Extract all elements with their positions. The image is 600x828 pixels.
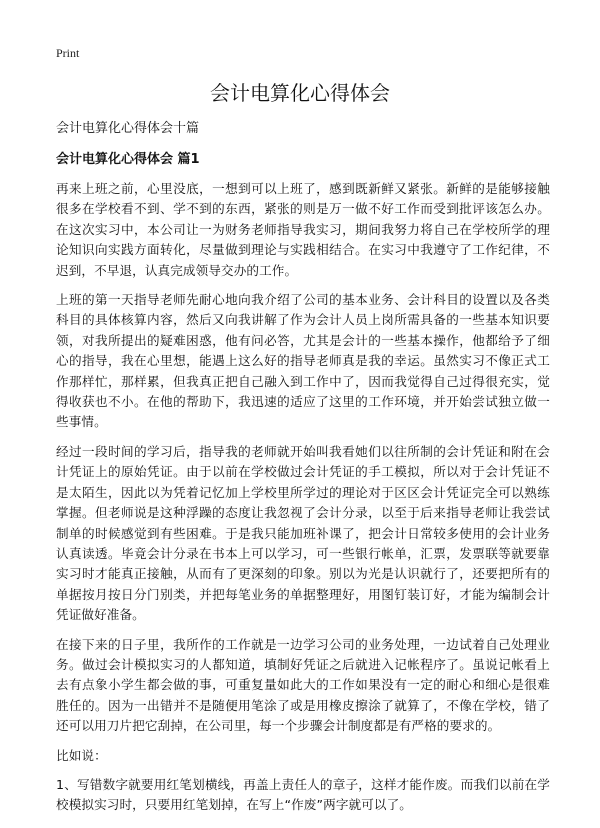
paragraph: 经过一段时间的学习后，指导我的老师就开始叫我看她们以往所制的会计凭证和附在会计凭证上的原始凭证。由于以前在学校做过会计凭证的手工模拟，所以对于会计凭证不是太陌生，因此以为凭着记忆加上学校里所学过的理论对于区区会计凭证完全可以熟练掌握。但老师说是这种浮躁的态度让我忽视了会计分录，以至于后来指导老师让我尝试制单的时候感觉到有些困难。于是我只能加班补课了，把会计日常较多使用的会计业务认真读透。毕竟会计分录在书本上可以学习，可一些银行帐单，汇票，发票联等就要靠实习时才能真正接触，从而有了更深刻的印象。别以为光是认识就行了，还要把所有的单据按月按日分门别类，并把每笔业务的单据整理好，用图钉装订好，才能为编制会计凭证做好准备。 [56,443,550,623]
document-subtitle: 会计电算化心得体会十篇 [56,121,200,136]
article-body [56,179,550,825]
section-heading: 会计电算化心得体会 篇1 [56,152,200,167]
paragraph: 在接下来的日子里，我所作的工作就是一边学习公司的业务处理，一边试着自己处理业务。做过会计模拟实习的人都知道，填制好凭证之后就进入记帐程序了。虽说记帐看上去有点象小学生都会做的事，可重复量如此大的工作如果没有一定的耐心和细心是很难胜任的。因为一出错并不是随便用笔涂了或是用橡皮擦涂了就算了，不像在学校，错了还可以用刀片把它刮掉，在公司里，每一个步骤会计制度都是有严格的要求的。 [56,636,550,734]
paragraph: 比如说： [56,747,107,763]
paragraph: 再来上班之前，心里没底，一想到可以上班了，感到既新鲜又紧张。新鲜的是能够接触很多在学校看不到、学不到的东西，紧张的则是万一做不好工作而受到批评该怎么办。在这次实习中，本公司让一为财务老师指导我实习，期间我努力将自己在学校所学的理论知识向实践方面转化，尽量做到理论与实践相结合。在实习中我遵守了工作纪律，不迟到，不早退，认真完成领导交办的工作。 [56,181,550,278]
print-link[interactable]: Print [56,46,80,60]
page-title: 会计电算化心得体会 [210,81,390,105]
paragraph: 1、写错数字就要用红笔划横线，再盖上责任人的章子，这样才能作废。而我们以前在学校模拟实习时，只要用红笔划掉，在写上“作废”两字就可以了。 [56,776,550,813]
paragraph: 上班的第一天指导老师先耐心地向我介绍了公司的基本业务、会计科目的设置以及各类科目的具体核算内容，然后又向我讲解了作为会计人员上岗所需具备的一些基本知识要领，对我所提出的疑难困惑，他有问必答，尤其是会计的一些基本操作，他都给予了细心的指导，我在心里想，能遇上这么好的指导老师真是我的幸运。虽然实习不像正式工作那样忙，那样累，但我真正把自己融入到工作中了，因而我觉得自己过得很充实，觉得收获也不小。在他的帮助下，我迅速的适应了这里的工作环境，并开始尝试独立做一些事情。 [56,292,550,430]
